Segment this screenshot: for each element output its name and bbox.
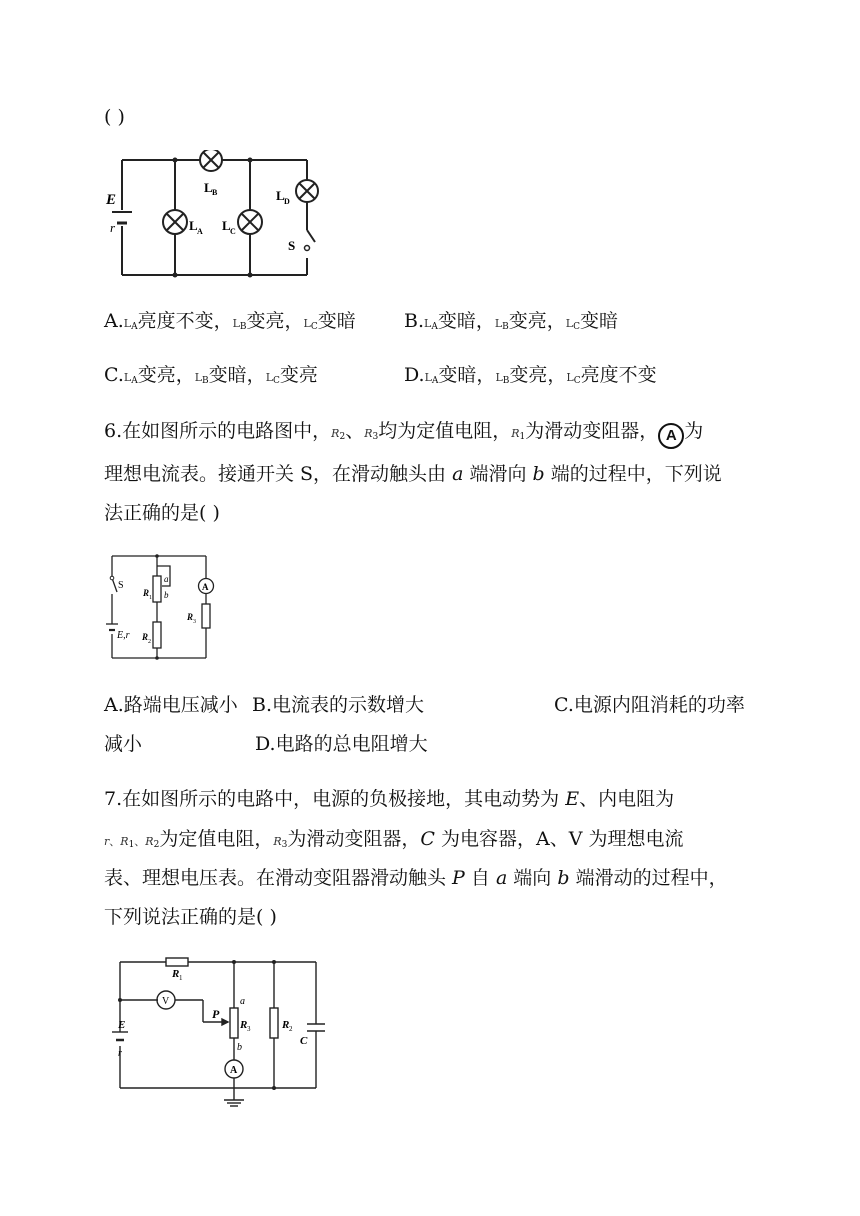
fig7-label-P: P: [212, 1007, 220, 1021]
fig7-label-R3-sub: 3: [247, 1025, 251, 1033]
q6-option-b[interactable]: B.电流表的示数增大: [252, 694, 425, 716]
fig5-label-LC: L: [222, 218, 231, 233]
q7-stem-line2: r、$R_1$、$R_2$为定值电阻，$R_3$为滑动变阻器，C 为电容器，A、V 为理想电流: [104, 828, 684, 850]
q6-circuit-figure: [104, 548, 224, 668]
fig7-label-A: A: [230, 1065, 238, 1076]
ammeter-symbol: A: [658, 423, 684, 449]
q6-option-d[interactable]: D.电路的总电阻增大: [255, 733, 428, 755]
fig6-label-a: a: [164, 574, 169, 584]
q7-circuit-figure: [110, 952, 330, 1112]
fig7-label-V: V: [162, 996, 170, 1007]
fig6-label-R2: R: [142, 632, 149, 642]
q6-stem-line3: 法正确的是( ): [104, 502, 220, 524]
fig6-label-R3: R: [187, 612, 194, 622]
fig5-label-E: E: [106, 192, 117, 208]
fig6-label-Er: E,r: [117, 630, 130, 641]
fig5-label-LB: L: [204, 180, 213, 195]
fig7-label-R1: R: [172, 968, 180, 980]
fig6-label-R1-sub: 1: [149, 595, 152, 601]
fig6-label-R2-sub: 2: [148, 639, 151, 645]
q5-circuit-figure: [100, 150, 340, 280]
fig6-label-R1: R: [143, 588, 150, 598]
fig5-label-LA: L: [189, 218, 198, 233]
fig7-label-R2: R: [282, 1019, 290, 1031]
q6-stem-line2: 理想电流表。接通开关 S，在滑动触头由 a 端滑向 b 端的过程中，下列说: [104, 463, 722, 485]
fig7-label-a: a: [240, 996, 245, 1007]
q7-stem-line3: 表、理想电压表。在滑动变阻器滑动触头 P 自 a 端向 b 端滑动的过程中，: [104, 867, 728, 889]
fig6-label-R3-sub: 3: [193, 619, 196, 625]
fig7-label-R3: R: [240, 1019, 248, 1031]
fig7-label-r: r: [118, 1048, 122, 1059]
q5-option-c[interactable]: $C.L_A$变亮，$L_B$变暗，$L_C$变亮: [104, 364, 318, 386]
q6-option-c[interactable]: C.电源内阻消耗的功率: [554, 694, 745, 716]
q7-stem-line4: 下列说法正确的是( ): [104, 906, 277, 928]
fig5-label-r: r: [110, 220, 116, 235]
fig5-label-LA-sub: A: [197, 227, 203, 236]
fig6-label-S: S: [118, 580, 124, 591]
fig7-label-C: C: [300, 1035, 308, 1047]
q5-option-b[interactable]: $B.L_A$变暗，$L_B$变亮，$L_C$变暗: [404, 310, 619, 332]
q7-stem-line1: 7.在如图所示的电路中，电源的负极接地，其电动势为 E、内电阻为: [104, 788, 675, 810]
fig6-label-A: A: [202, 582, 209, 592]
fig5-label-LD-sub: D: [284, 197, 290, 206]
fig5-label-LB-sub: B: [212, 188, 218, 197]
fig7-label-b: b: [237, 1042, 242, 1053]
q6-stem-line1: 6.在如图所示的电路图中，$R_2$、$R_3$均为定值电阻，$R_1$为滑动变阻器， A 为: [104, 418, 703, 450]
q5-option-d[interactable]: $D.L_A$变暗，$L_B$变亮，$L_C$亮度不变: [404, 364, 657, 386]
q6-option-a[interactable]: A.路端电压减小: [104, 694, 238, 716]
fig5-label-LC-sub: C: [230, 227, 236, 236]
fig5-label-LD: L: [276, 188, 285, 203]
q5-option-a[interactable]: $A.L_A$亮度不变，$L_B$变亮，$L_C$变暗: [104, 310, 356, 332]
fig5-label-S: S: [288, 238, 296, 253]
fig7-label-E: E: [118, 1019, 126, 1031]
q5-answer-paren: ( ): [104, 106, 125, 128]
fig6-label-b: b: [164, 590, 169, 600]
fig7-label-R2-sub: 2: [289, 1025, 293, 1033]
fig7-label-R1-sub: 1: [179, 974, 183, 982]
q6-option-c-continued: 减小: [104, 733, 143, 755]
